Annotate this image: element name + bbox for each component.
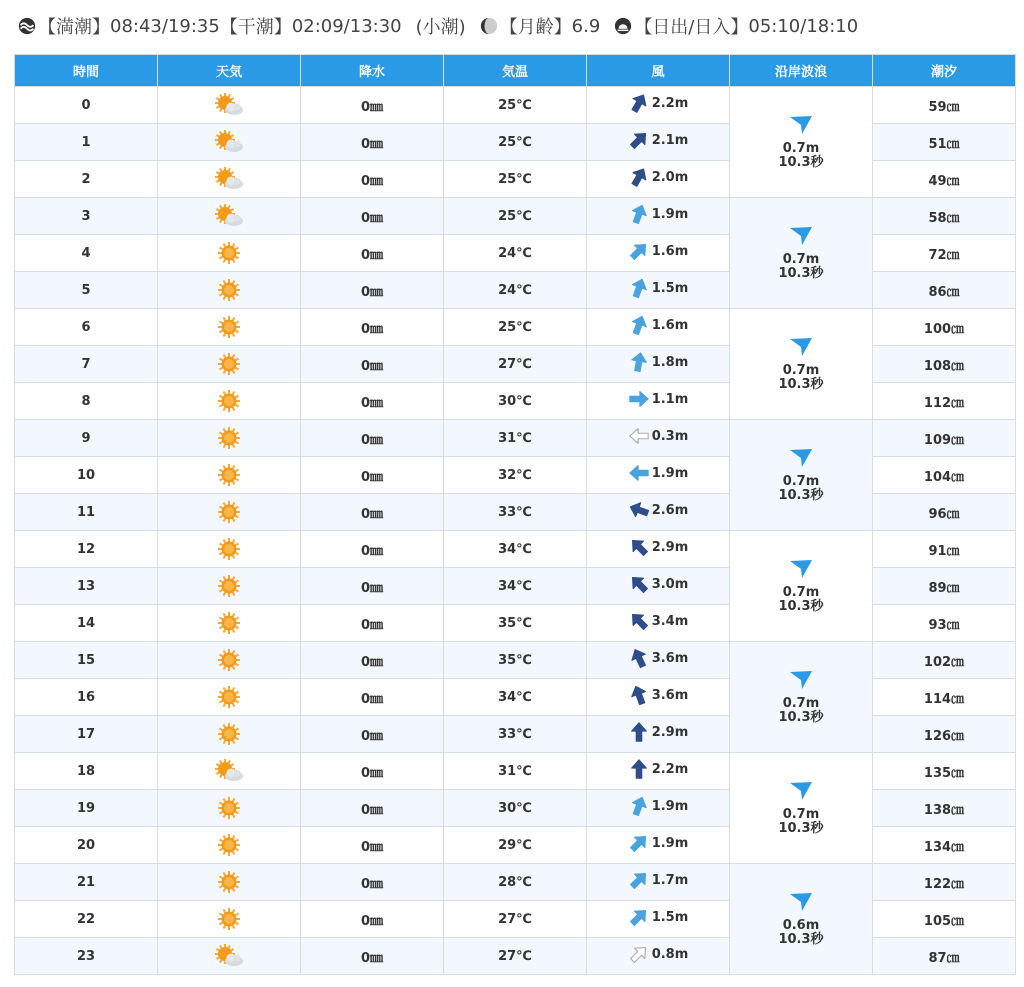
wave-height: 0.7m bbox=[782, 141, 820, 156]
hour-cell: 21 bbox=[15, 864, 158, 901]
wind-cell bbox=[587, 161, 730, 198]
temp-cell: 28℃ bbox=[444, 864, 587, 901]
temp-cell: 34℃ bbox=[444, 568, 587, 605]
temp-cell: 24℃ bbox=[444, 235, 587, 272]
temp-cell: 25℃ bbox=[444, 198, 587, 235]
sun-icon bbox=[213, 870, 245, 894]
column-header-tide: 潮汐 bbox=[873, 55, 1016, 87]
weather-cell bbox=[158, 457, 301, 494]
hour-cell: 11 bbox=[15, 494, 158, 531]
wind-direction-icon bbox=[628, 425, 650, 447]
temp-cell: 24℃ bbox=[444, 272, 587, 309]
wind-cell bbox=[587, 938, 730, 975]
tide-cell: 93㎝ bbox=[873, 605, 1016, 642]
wind-cell bbox=[587, 605, 730, 642]
wave-cell bbox=[730, 753, 873, 864]
wind-cell bbox=[587, 346, 730, 383]
wind-speed: 2.9m bbox=[651, 539, 689, 555]
temp-cell: 32℃ bbox=[444, 457, 587, 494]
wind-direction-icon bbox=[628, 832, 650, 854]
table-row bbox=[15, 87, 1016, 124]
hour-cell: 14 bbox=[15, 605, 158, 642]
sun-icon bbox=[213, 500, 245, 524]
tide-cell: 138㎝ bbox=[873, 790, 1016, 827]
wave-cell bbox=[730, 864, 873, 975]
table-row bbox=[15, 198, 1016, 235]
weather-cell bbox=[158, 383, 301, 420]
temp-cell: 25℃ bbox=[444, 124, 587, 161]
temp-cell: 33℃ bbox=[444, 494, 587, 531]
sun-cloud-icon bbox=[213, 204, 245, 228]
sun-icon bbox=[213, 463, 245, 487]
wave-height: 0.7m bbox=[782, 252, 820, 267]
sun-cloud-icon bbox=[213, 93, 245, 117]
wind-cell bbox=[587, 235, 730, 272]
rain-cell: 0㎜ bbox=[301, 790, 444, 827]
tide-cell: 87㎝ bbox=[873, 938, 1016, 975]
wind-cell bbox=[587, 87, 730, 124]
rain-cell: 0㎜ bbox=[301, 235, 444, 272]
temp-cell: 30℃ bbox=[444, 790, 587, 827]
wave-period: 10.3秒 bbox=[778, 155, 824, 170]
rain-cell: 0㎜ bbox=[301, 87, 444, 124]
wave-cell bbox=[730, 87, 873, 198]
rain-cell: 0㎜ bbox=[301, 716, 444, 753]
weather-cell bbox=[158, 198, 301, 235]
wind-speed: 1.8m bbox=[651, 354, 689, 370]
tide-cell: 59㎝ bbox=[873, 87, 1016, 124]
column-header-hour: 時間 bbox=[15, 55, 158, 87]
wave-direction-icon bbox=[788, 891, 814, 913]
weather-cell bbox=[158, 568, 301, 605]
rain-cell: 0㎜ bbox=[301, 198, 444, 235]
table-row bbox=[15, 309, 1016, 346]
weather-cell bbox=[158, 494, 301, 531]
tide-icon bbox=[18, 17, 36, 35]
wind-speed: 1.5m bbox=[651, 909, 689, 925]
rain-cell: 0㎜ bbox=[301, 568, 444, 605]
rain-cell: 0㎜ bbox=[301, 605, 444, 642]
wind-direction-icon bbox=[628, 869, 650, 891]
wind-direction-icon bbox=[628, 684, 650, 706]
sun-cloud-icon bbox=[213, 130, 245, 154]
wave-direction-icon bbox=[788, 558, 814, 580]
tide-cell: 49㎝ bbox=[873, 161, 1016, 198]
temp-cell: 25℃ bbox=[444, 161, 587, 198]
weather-cell bbox=[158, 642, 301, 679]
wind-cell bbox=[587, 679, 730, 716]
hour-cell: 18 bbox=[15, 753, 158, 790]
wind-cell bbox=[587, 716, 730, 753]
temp-cell: 34℃ bbox=[444, 531, 587, 568]
temp-cell: 29℃ bbox=[444, 827, 587, 864]
sun-icon bbox=[213, 389, 245, 413]
tide-cell: 105㎝ bbox=[873, 901, 1016, 938]
wave-period: 10.3秒 bbox=[778, 710, 824, 725]
wave-direction-icon bbox=[788, 669, 814, 691]
weather-cell bbox=[158, 87, 301, 124]
weather-cell bbox=[158, 605, 301, 642]
wind-speed: 1.5m bbox=[651, 280, 689, 296]
hour-cell: 4 bbox=[15, 235, 158, 272]
tide-cell: 58㎝ bbox=[873, 198, 1016, 235]
wind-cell bbox=[587, 642, 730, 679]
weather-cell bbox=[158, 716, 301, 753]
column-header-wind: 風 bbox=[587, 55, 730, 87]
sun-icon bbox=[213, 426, 245, 450]
rain-cell: 0㎜ bbox=[301, 642, 444, 679]
wind-direction-icon bbox=[628, 536, 650, 558]
hour-cell: 6 bbox=[15, 309, 158, 346]
wind-cell bbox=[587, 494, 730, 531]
sun-icon bbox=[213, 537, 245, 561]
wave-period: 10.3秒 bbox=[778, 377, 824, 392]
wave-cell bbox=[730, 531, 873, 642]
temp-cell: 27℃ bbox=[444, 346, 587, 383]
sun-icon bbox=[213, 833, 245, 857]
weather-cell bbox=[158, 901, 301, 938]
tide-cell: 109㎝ bbox=[873, 420, 1016, 457]
tide-cell: 91㎝ bbox=[873, 531, 1016, 568]
wave-direction-icon bbox=[788, 780, 814, 802]
wind-speed: 3.6m bbox=[651, 650, 689, 666]
table-row bbox=[15, 753, 1016, 790]
rain-cell: 0㎜ bbox=[301, 124, 444, 161]
sun-icon bbox=[213, 722, 245, 746]
tide-info-bar bbox=[18, 10, 858, 42]
weather-cell bbox=[158, 827, 301, 864]
wave-height: 0.7m bbox=[782, 474, 820, 489]
sun-cloud-icon bbox=[213, 759, 245, 783]
wind-cell bbox=[587, 272, 730, 309]
rain-cell: 0㎜ bbox=[301, 864, 444, 901]
weather-cell bbox=[158, 864, 301, 901]
weather-cell bbox=[158, 161, 301, 198]
low-tide-times: 02:09/13:30 bbox=[291, 15, 402, 37]
sunrise-icon bbox=[614, 17, 632, 35]
wave-height: 0.7m bbox=[782, 696, 820, 711]
hour-cell: 9 bbox=[15, 420, 158, 457]
weather-cell bbox=[158, 346, 301, 383]
hour-cell: 0 bbox=[15, 87, 158, 124]
wave-period: 10.3秒 bbox=[778, 266, 824, 281]
weather-cell bbox=[158, 272, 301, 309]
rain-cell: 0㎜ bbox=[301, 531, 444, 568]
high-tide-times: 08:43/19:35 bbox=[110, 15, 220, 37]
column-header-wave: 沿岸波浪 bbox=[730, 55, 873, 87]
sun-cloud-icon bbox=[213, 167, 245, 191]
rain-cell: 0㎜ bbox=[301, 753, 444, 790]
hour-cell: 17 bbox=[15, 716, 158, 753]
sun-icon bbox=[213, 611, 245, 635]
moon-label: 【月齢】 bbox=[499, 17, 572, 38]
tide-cell: 102㎝ bbox=[873, 642, 1016, 679]
wind-speed: 3.0m bbox=[651, 576, 689, 592]
temp-cell: 25℃ bbox=[444, 87, 587, 124]
wind-speed: 2.2m bbox=[651, 761, 689, 777]
tide-cell: 134㎝ bbox=[873, 827, 1016, 864]
wave-cell bbox=[730, 420, 873, 531]
temp-cell: 25℃ bbox=[444, 309, 587, 346]
wave-direction-icon bbox=[788, 447, 814, 469]
tide-cell: 108㎝ bbox=[873, 346, 1016, 383]
tide-type: (小潮) bbox=[415, 17, 466, 38]
tide-cell: 122㎝ bbox=[873, 864, 1016, 901]
wind-direction-icon bbox=[628, 795, 650, 817]
column-header-rain: 降水 bbox=[301, 55, 444, 87]
table-header-row bbox=[15, 55, 1016, 87]
wave-direction-icon bbox=[788, 114, 814, 136]
wind-speed: 3.6m bbox=[651, 687, 689, 703]
wave-direction-icon bbox=[788, 336, 814, 358]
wave-direction-icon bbox=[788, 225, 814, 247]
wind-speed: 0.3m bbox=[651, 428, 689, 444]
hour-cell: 2 bbox=[15, 161, 158, 198]
wind-direction-icon bbox=[628, 203, 650, 225]
wave-period: 10.3秒 bbox=[778, 932, 824, 947]
tide-cell: 112㎝ bbox=[873, 383, 1016, 420]
weather-cell bbox=[158, 679, 301, 716]
wind-direction-icon bbox=[628, 647, 650, 669]
high-tide-label: 【満潮】 bbox=[38, 17, 110, 38]
hour-cell: 16 bbox=[15, 679, 158, 716]
hour-cell: 15 bbox=[15, 642, 158, 679]
weather-cell bbox=[158, 790, 301, 827]
sun-icon bbox=[213, 574, 245, 598]
rain-cell: 0㎜ bbox=[301, 827, 444, 864]
table-row bbox=[15, 864, 1016, 901]
tide-cell: 51㎝ bbox=[873, 124, 1016, 161]
weather-cell bbox=[158, 938, 301, 975]
wave-cell bbox=[730, 198, 873, 309]
wind-cell bbox=[587, 753, 730, 790]
wind-direction-icon bbox=[628, 351, 650, 373]
moon-info bbox=[480, 13, 601, 39]
hour-cell: 23 bbox=[15, 938, 158, 975]
moon-phase-icon bbox=[480, 17, 498, 35]
sun-times: 05:10/18:10 bbox=[748, 15, 859, 37]
wind-direction-icon bbox=[628, 240, 650, 262]
wind-cell bbox=[587, 827, 730, 864]
table-row bbox=[15, 531, 1016, 568]
rain-cell: 0㎜ bbox=[301, 309, 444, 346]
wind-direction-icon bbox=[628, 499, 650, 521]
hourly-forecast-table bbox=[14, 54, 1016, 975]
rain-cell: 0㎜ bbox=[301, 494, 444, 531]
wind-direction-icon bbox=[628, 610, 650, 632]
sun-icon bbox=[213, 907, 245, 931]
wind-direction-icon bbox=[628, 388, 650, 410]
rain-cell: 0㎜ bbox=[301, 383, 444, 420]
column-header-temp: 気温 bbox=[444, 55, 587, 87]
wind-speed: 0.8m bbox=[651, 946, 689, 962]
rain-cell: 0㎜ bbox=[301, 346, 444, 383]
wind-direction-icon bbox=[628, 314, 650, 336]
temp-cell: 33℃ bbox=[444, 716, 587, 753]
temp-cell: 27℃ bbox=[444, 938, 587, 975]
wind-speed: 1.6m bbox=[651, 317, 689, 333]
wave-height: 0.6m bbox=[782, 918, 820, 933]
low-tide-label: 【干潮】 bbox=[219, 17, 292, 38]
wind-direction-icon bbox=[628, 277, 650, 299]
wind-cell bbox=[587, 124, 730, 161]
sun-icon bbox=[213, 648, 245, 672]
low-tide-info bbox=[220, 13, 402, 39]
tide-cell: 104㎝ bbox=[873, 457, 1016, 494]
table-row bbox=[15, 420, 1016, 457]
wind-speed: 2.6m bbox=[651, 502, 689, 518]
tide-cell: 72㎝ bbox=[873, 235, 1016, 272]
sun-cloud-icon bbox=[213, 944, 245, 968]
wave-period: 10.3秒 bbox=[778, 821, 824, 836]
sun-icon bbox=[213, 241, 245, 265]
temp-cell: 35℃ bbox=[444, 605, 587, 642]
hour-cell: 10 bbox=[15, 457, 158, 494]
rain-cell: 0㎜ bbox=[301, 161, 444, 198]
wind-speed: 2.9m bbox=[651, 724, 689, 740]
wind-cell bbox=[587, 383, 730, 420]
wind-speed: 2.1m bbox=[651, 132, 689, 148]
high-tide-info bbox=[18, 13, 220, 39]
hour-cell: 22 bbox=[15, 901, 158, 938]
wind-speed: 2.0m bbox=[651, 169, 689, 185]
column-header-weather: 天気 bbox=[158, 55, 301, 87]
rain-cell: 0㎜ bbox=[301, 272, 444, 309]
hour-cell: 13 bbox=[15, 568, 158, 605]
tide-cell: 114㎝ bbox=[873, 679, 1016, 716]
sun-icon bbox=[213, 278, 245, 302]
temp-cell: 27℃ bbox=[444, 901, 587, 938]
weather-cell bbox=[158, 531, 301, 568]
wind-direction-icon bbox=[628, 721, 650, 743]
hour-cell: 19 bbox=[15, 790, 158, 827]
wind-direction-icon bbox=[628, 166, 650, 188]
temp-cell: 31℃ bbox=[444, 753, 587, 790]
wind-speed: 1.7m bbox=[651, 872, 689, 888]
rain-cell: 0㎜ bbox=[301, 679, 444, 716]
weather-cell bbox=[158, 124, 301, 161]
temp-cell: 35℃ bbox=[444, 642, 587, 679]
wind-cell bbox=[587, 420, 730, 457]
wind-speed: 1.9m bbox=[651, 798, 689, 814]
tide-cell: 126㎝ bbox=[873, 716, 1016, 753]
wind-direction-icon bbox=[628, 92, 650, 114]
hour-cell: 3 bbox=[15, 198, 158, 235]
table-body bbox=[15, 87, 1016, 975]
hour-cell: 12 bbox=[15, 531, 158, 568]
hour-cell: 5 bbox=[15, 272, 158, 309]
wind-cell bbox=[587, 198, 730, 235]
temp-cell: 31℃ bbox=[444, 420, 587, 457]
rain-cell: 0㎜ bbox=[301, 938, 444, 975]
wave-height: 0.7m bbox=[782, 363, 820, 378]
wind-direction-icon bbox=[628, 129, 650, 151]
hour-cell: 7 bbox=[15, 346, 158, 383]
wind-cell bbox=[587, 568, 730, 605]
sun-icon bbox=[213, 796, 245, 820]
wave-cell bbox=[730, 642, 873, 753]
wave-cell bbox=[730, 309, 873, 420]
rain-cell: 0㎜ bbox=[301, 901, 444, 938]
wind-cell bbox=[587, 864, 730, 901]
wind-speed: 1.6m bbox=[651, 243, 689, 259]
rain-cell: 0㎜ bbox=[301, 420, 444, 457]
wind-cell bbox=[587, 309, 730, 346]
tide-cell: 89㎝ bbox=[873, 568, 1016, 605]
wind-speed: 1.9m bbox=[651, 835, 689, 851]
wind-speed: 2.2m bbox=[651, 95, 689, 111]
wind-direction-icon bbox=[628, 462, 650, 484]
hour-cell: 20 bbox=[15, 827, 158, 864]
wind-speed: 3.4m bbox=[651, 613, 689, 629]
sun-icon bbox=[213, 685, 245, 709]
table-row bbox=[15, 642, 1016, 679]
sun-info bbox=[614, 13, 858, 39]
wind-direction-icon bbox=[628, 758, 650, 780]
tide-cell: 86㎝ bbox=[873, 272, 1016, 309]
sun-icon bbox=[213, 352, 245, 376]
wind-speed: 1.9m bbox=[651, 465, 689, 481]
sun-icon bbox=[213, 315, 245, 339]
tide-cell: 135㎝ bbox=[873, 753, 1016, 790]
wind-direction-icon bbox=[628, 943, 650, 965]
wind-speed: 1.1m bbox=[651, 391, 689, 407]
wind-speed: 1.9m bbox=[651, 206, 689, 222]
hour-cell: 1 bbox=[15, 124, 158, 161]
moon-age: 6.9 bbox=[571, 15, 601, 37]
hour-cell: 8 bbox=[15, 383, 158, 420]
sun-label: 【日出/日入】 bbox=[634, 17, 749, 38]
wind-direction-icon bbox=[628, 573, 650, 595]
wind-cell bbox=[587, 457, 730, 494]
weather-cell bbox=[158, 309, 301, 346]
tide-cell: 100㎝ bbox=[873, 309, 1016, 346]
temp-cell: 34℃ bbox=[444, 679, 587, 716]
wind-cell bbox=[587, 790, 730, 827]
wind-cell bbox=[587, 531, 730, 568]
wave-period: 10.3秒 bbox=[778, 488, 824, 503]
wave-height: 0.7m bbox=[782, 807, 820, 822]
temp-cell: 30℃ bbox=[444, 383, 587, 420]
tide-cell: 96㎝ bbox=[873, 494, 1016, 531]
wave-period: 10.3秒 bbox=[778, 599, 824, 614]
weather-cell bbox=[158, 235, 301, 272]
weather-cell bbox=[158, 753, 301, 790]
wind-cell bbox=[587, 901, 730, 938]
rain-cell: 0㎜ bbox=[301, 457, 444, 494]
wave-height: 0.7m bbox=[782, 585, 820, 600]
weather-cell bbox=[158, 420, 301, 457]
wind-direction-icon bbox=[628, 906, 650, 928]
